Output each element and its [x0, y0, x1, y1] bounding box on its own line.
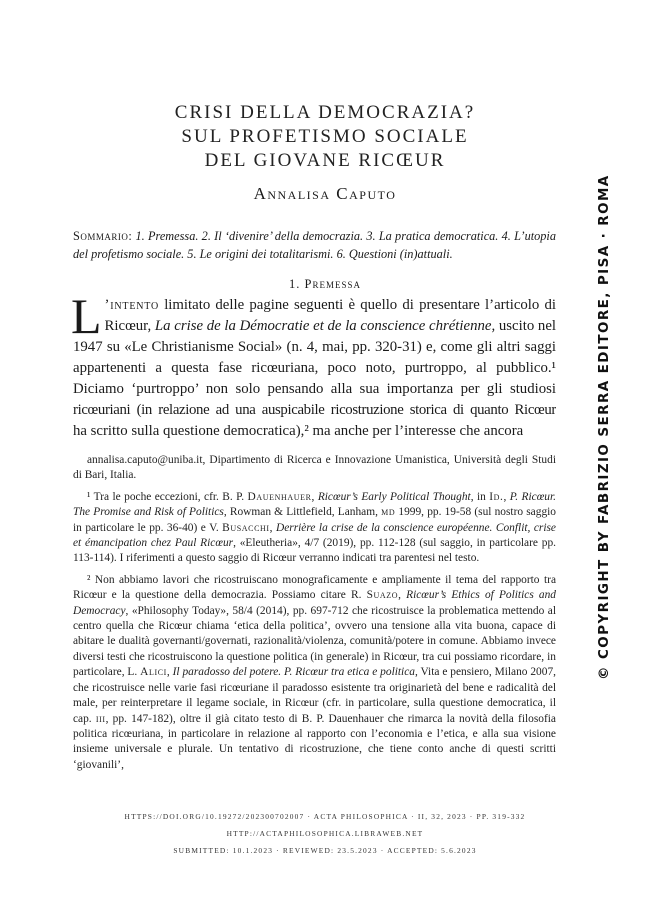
- section-heading: 1. Premessa: [289, 277, 361, 291]
- body-line: appartenenti a questa fase ricœuriana, poco noto, purtroppo, al pubblico.¹: [73, 360, 556, 376]
- drop-cap: L: [71, 288, 102, 344]
- body-line: ha scritto sulla questione democratica),² ma anche per l’interesse che ancora: [73, 423, 524, 439]
- copyright-sidebar: [574, 174, 612, 680]
- body-line: 1947 su «Le Christianisme Social» (n. 4, mai, pp. 320-31) e, come gli altri saggi: [73, 339, 556, 355]
- title-line-1: CRISI DELLA DEMOCRAZIA?: [174, 102, 476, 123]
- copyright-text: © COPYRIGHT BY FABRIZIO SERRA EDITORE, PISA · ROMA: [596, 174, 612, 680]
- footer-dates-line: SUBMITTED: 10.1.2023 · REVIEWED: 23.5.2023 · ACCEPTED: 5.6.2023: [173, 846, 477, 855]
- title-line-3: DEL GIOVANE RICŒUR: [204, 150, 446, 171]
- body-line: Diciamo ‘purtroppo’ non solo pensando alla sua importanza per gli studiosi: [73, 381, 556, 397]
- body-line: ricœuriani (in relazione ad una auspicabile ricostruzione storica di quanto Ricœur: [73, 402, 556, 418]
- footnote-1: ¹ Tra le poche eccezioni, cfr. B. P. Dauenhauer, Ricœur’s Early Political Thought, in Id., P. Ricœur. The Promise and Risk of Politics, Rowman & Littlefield, Lanham, md 1999, pp. 19-58 (sul nostro saggio in particolare le pp. 36-40) e V. Busacchi, Derrière la crise de la conscience européenne. Conflit, crise et émancipation chez Paul Ricœur, «Eleutheria», 4/7 (2019), pp. 112-128 (sul saggio, in particolare pp. 113-114). I riferimenti a questo saggio di Ricœur verranno indicati tra parentesi nel testo.: [73, 490, 556, 565]
- author-name: Annalisa Caputo: [253, 184, 397, 203]
- footnotes: [73, 453, 556, 779]
- summary-text: 1. Premessa. 2. Il ‘divenire’ della democrazia. 3. La pratica democratica. 4. L’utopia del profetismo sociale. 5. Le origini dei totalitarismi. 6. Questioni (in)attuali.: [73, 229, 556, 261]
- footer-doi-line: HTTPS://DOI.ORG/10.19272/202300702007 · ACTA PHILOSOPHICA · II, 32, 2023 · PP. 319-332: [124, 812, 526, 821]
- footer-url-line: HTTP://ACTAPHILOSOPHICA.LIBRAWEB.NET: [226, 829, 424, 838]
- footnote-2: ² Non abbiamo lavori che ricostruiscano monograficamente e ampliamente il tema del rapporto tra Ricœur e la questione della democrazia. Possiamo citare R. Suazo, Ricœur’s Ethics of Politics and Democracy, «Philosophy Today», 58/4 (2014), pp. 697-712 che ricostruisce la problematica mettendo al centro quella che Ricœur chiama ‘etica della politica’, ovvero una tensione alla vita buona, capace di abitare le dualità governanti/governati, razionalità/violenza, comunità/potere in comune. Abbiamo invece diversi testi che ricostruiscono la questione politica (in generale) in Ricœur, tra cui possiamo ricordare, in particolare, L. Alici, Il paradosso del potere. P. Ricœur tra etica e politica, Vita e pensiero, Milano 2007, che ricostruisce nelle varie fasi ricœuriane il paradosso esistente tra originarietà del bene e radicalità del male, per reinterpretare il legame sociale, in Ricœur (cfr. in particolare, sulla questione democratica, il cap. iii, pp. 147-182), oltre il già citato testo di B. P. Dauenhauer che rimarca la novità della filosofia politica ricœuriana, in particolare in relazione al rapporto con l’economia e l’etica, e alla sua visione insieme universale e plurale. Un tentativo di ricostruzione, che tiene conto anche di questi scritti ‘giovanili’,: [73, 573, 556, 771]
- summary: [73, 227, 556, 263]
- body-line: Ricœur, La crise de la Démocratie et de la conscience chrétienne, uscito nel: [104, 318, 556, 334]
- body-line: ’intento limitato delle pagine seguenti è quello di presentare l’articolo di: [104, 297, 556, 313]
- summary-label: Sommario:: [73, 229, 133, 243]
- affiliation-note: annalisa.caputo@uniba.it, Dipartimento di Ricerca e Innovazione Umanistica, Università degli Studi di Bari, Italia.: [73, 454, 556, 482]
- title-line-2: SUL PROFETISMO SOCIALE: [181, 126, 469, 147]
- body-text: [71, 288, 556, 442]
